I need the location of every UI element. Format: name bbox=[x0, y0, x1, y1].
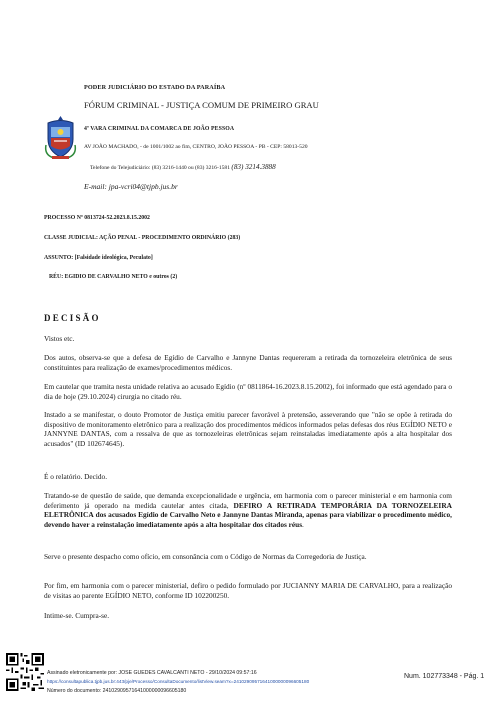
paragraph-request: Dos autos, observa-se que a defesa de Egídio de Carvalho e Jannyne Dantas requereram a retirada da tornozeleira eletrônica de seus constituintes para realização de exames/procedimentos médicos. bbox=[44, 353, 452, 372]
signature-line: Assinado eletronicamente por: JOSE GUEDES CAVALCANTI NETO - 29/10/2024 09:57:16 bbox=[47, 670, 257, 676]
paragraph-prosecutor: Instado a se manifestar, o douto Promotor de Justiça emitiu parecer favorável à pretensão, asseverando que "não se opõe à retirada do dispositivo de monitoramento eletrônico para a realização dos procedimentos médicos informados pelas defesas dos réus EGÍDIO NETO e JANNYNE DANTAS, com a ressalva de que as tornozeleiras eletrônicas sejam reinstaladas imediatamente após a alta hospitalar dos acusados" (ID 102674645). bbox=[44, 410, 452, 448]
ruling-end: . bbox=[302, 519, 304, 529]
phone-extra: (83) 3214.3888 bbox=[231, 163, 276, 171]
paragraph-surgery: Em cautelar que tramita nesta unidade relativa ao acusado Egídio (nº 0811864-16.2023.8.15.2002), foi informado que está agendado para o dia de hoje (29.10.2024) cirurgia no citado réu. bbox=[44, 382, 452, 401]
defendant: RÉU: EGIDIO DE CARVALHO NETO e outros (2) bbox=[49, 274, 178, 280]
court-address: AV JOÃO MACHADO, - de 1001/1002 ao fim, CENTRO, JOÃO PESSOA - PB - CEP: 58013-520 bbox=[84, 144, 308, 150]
decision-title: D E C I S Ã O bbox=[44, 313, 99, 323]
ruling-order: DEFIRO A RETIRADA TEMPORÁRIA DA TORNOZELEIRA ELETRÔNICA bbox=[44, 500, 452, 520]
document-number: Número do documento: 24102909571641000000096605180 bbox=[47, 688, 187, 694]
forum-heading: FÓRUM CRIMINAL - JUSTIÇA COMUM DE PRIMEIRO GRAU bbox=[84, 100, 319, 110]
paragraph-opening: Vistos etc. bbox=[44, 334, 75, 343]
process-number: PROCESSO Nº 0813724-52.2023.8.15.2002 bbox=[44, 215, 150, 221]
court-phone bbox=[90, 163, 276, 171]
paragraph-office: Serve o presente despacho como ofício, em consonância com o Código de Normas da Corregedoria de Justiça. bbox=[44, 552, 367, 561]
court-email: E-mail: jpa-vcri04@tjpb.jus.br bbox=[84, 182, 178, 191]
page-number: Num. 102773348 - Pág. 1 bbox=[404, 673, 485, 680]
verification-link[interactable]: https://consultapublica.tjpb.jus.br:443/pje/Processo/ConsultaDocumento/listView.seam?x=24102909571641000000096605180 bbox=[47, 679, 310, 684]
coat-of-arms-icon bbox=[44, 115, 77, 160]
qr-code-icon bbox=[6, 652, 44, 692]
phone-numbers: Telefone do Telejudiciário: (83) 3216-1440 ou (83) 3216-1581 bbox=[90, 165, 231, 171]
case-subject: ASSUNTO: [Falsidade ideológica, Peculato] bbox=[44, 255, 153, 261]
paragraph-ruling bbox=[44, 491, 452, 529]
judiciary-heading: PODER JUDICIÁRIO DO ESTADO DA PARAÍBA bbox=[84, 84, 226, 91]
ruling-details: dos acusados Egídio de Carvalho Neto e Jannyne Dantas Miranda, apenas para viabilizar o procedimento médico, devendo haver a reinstalação imediatamente após a alta hospitalar dos citados réus bbox=[44, 510, 452, 529]
judicial-class: CLASSE JUDICIAL: AÇÃO PENAL - PROCEDIMENTO ORDINÁRIO (283) bbox=[44, 235, 241, 241]
ruling-intro: Tratando-se de questão de saúde, que demanda excepcionalidade e urgência, em harmonia com o parecer ministerial e em harmonia com deferimento já operado na medida cautelar antes citada, bbox=[44, 491, 452, 510]
paragraph-closing: Intime-se. Cumpra-se. bbox=[44, 611, 110, 620]
court-name: 4ª VARA CRIMINAL DA COMARCA DE JOÃO PESSOA bbox=[84, 126, 235, 132]
paragraph-visits: Por fim, em harmonia com o parecer ministerial, defiro o pedido formulado por JUCIANNY MARIA DE CARVALHO, para a realização de visitas ao parente EGÍDIO NETO, conforme ID 102200250. bbox=[44, 581, 452, 600]
paragraph-report: É o relatório. Decido. bbox=[44, 472, 108, 481]
